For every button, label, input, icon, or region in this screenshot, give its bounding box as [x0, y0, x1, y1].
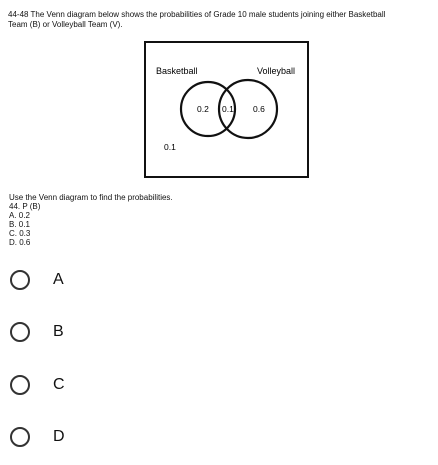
question-option-c: C. 0.3 — [9, 229, 31, 238]
radio-button-icon[interactable] — [10, 270, 30, 290]
question-body — [9, 193, 309, 247]
venn-diagram — [144, 41, 309, 178]
volleyball-label: Volleyball — [257, 66, 296, 76]
intro-line-1: 44-48 The Venn diagram below shows the probabilities of Grade 10 male students joining either Basketball — [8, 10, 386, 19]
neither-value: 0.1 — [164, 142, 176, 152]
question-option-b: B. 0.1 — [9, 220, 30, 229]
question-option-a: A. 0.2 — [9, 211, 30, 220]
choice-a-label: A — [53, 271, 64, 288]
radio-button-icon[interactable] — [10, 427, 30, 447]
choice-d[interactable] — [8, 422, 208, 458]
choice-c[interactable] — [8, 370, 208, 406]
question-instruction: Use the Venn diagram to find the probabilities. — [9, 193, 173, 202]
choice-b-label: B — [53, 323, 64, 340]
choice-a[interactable] — [8, 265, 208, 301]
choice-d-label: D — [53, 428, 65, 445]
volleyball-only-value: 0.6 — [253, 104, 265, 114]
intersection-value: 0.1 — [222, 104, 234, 114]
basketball-only-value: 0.2 — [197, 104, 209, 114]
radio-button-icon[interactable] — [10, 375, 30, 395]
question-option-d: D. 0.6 — [9, 238, 31, 247]
question-stem: 44. P (B) — [9, 202, 41, 211]
radio-button-icon[interactable] — [10, 322, 30, 342]
question-intro — [8, 10, 428, 30]
intro-line-2: Team (B) or Volleyball Team (V). — [8, 20, 123, 29]
venn-diagram-svg — [144, 41, 309, 178]
choice-b[interactable] — [8, 317, 208, 353]
choice-c-label: C — [53, 376, 65, 393]
basketball-label: Basketball — [156, 66, 198, 76]
